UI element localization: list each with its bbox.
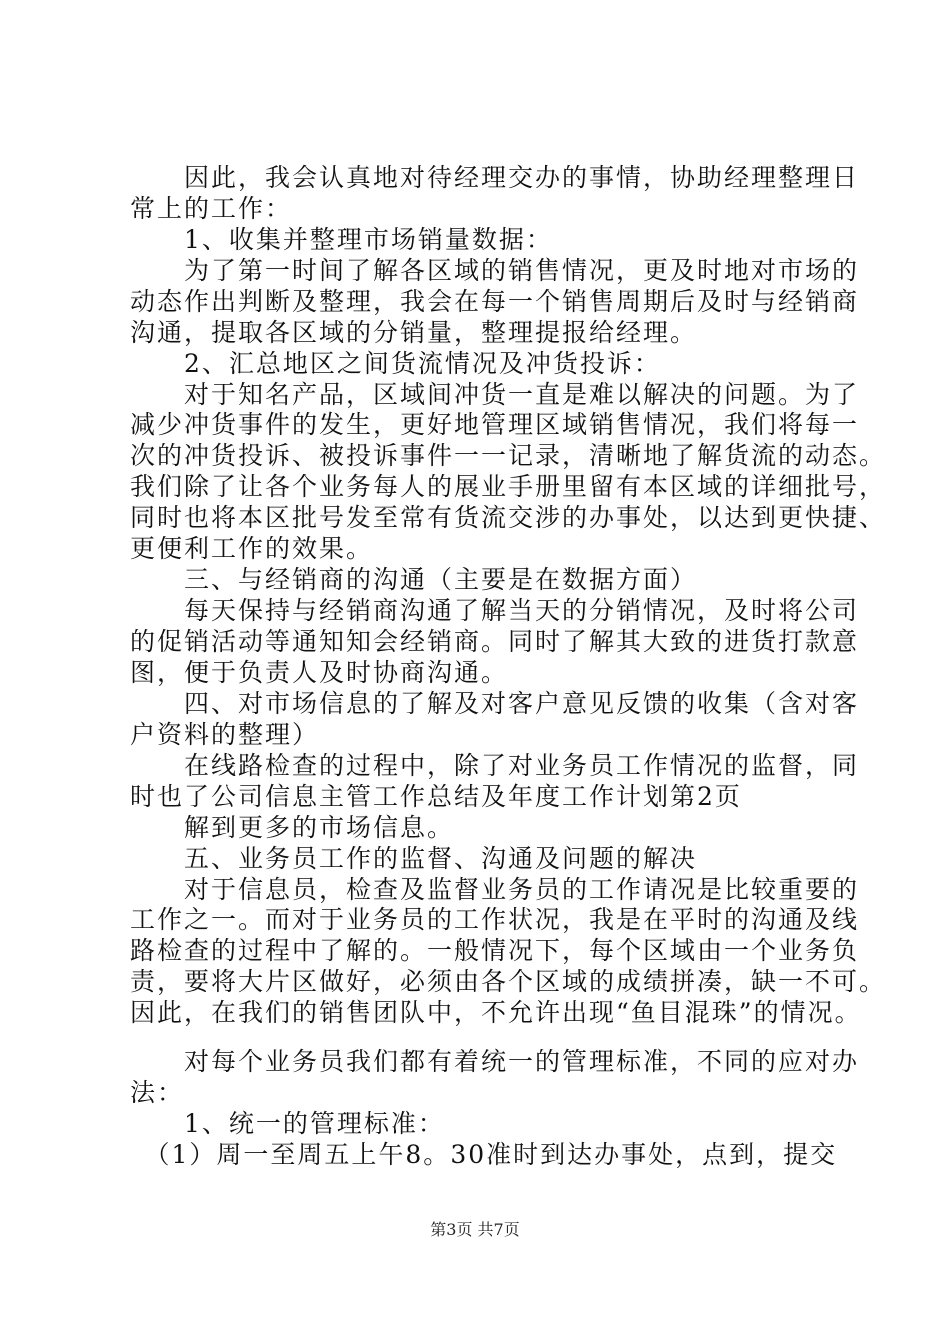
text-line: 对于知名产品，区域间冲货一直是难以解决的问题。为了 [130, 380, 860, 409]
text-line: 图，便于负责人及时协商沟通。 [130, 658, 509, 687]
text-line: 动态作出判断及整理，我会在每一个销售周期后及时与经销商 [130, 287, 860, 316]
text-line: 常上的工作： [130, 194, 293, 223]
text-line: （1）周一至周五上午8。30准时到达办事处，点到，提交 [130, 1140, 838, 1169]
text-line: 路检查的过程中了解的。一般情况下，每个区域由一个业务负 [130, 936, 860, 965]
text-line: 1、收集并整理市场销量数据： [130, 225, 553, 254]
page-footer: 第3页 共7页 [430, 1220, 520, 1239]
text-line: 四、对市场信息的了解及对客户意见反馈的收集（含对客 [130, 689, 860, 718]
text-line: 2、汇总地区之间货流情况及冲货投诉： [130, 349, 661, 378]
text-line: 减少冲货事件的发生，更好地管理区域销售情况，我们将每一 [130, 410, 860, 439]
text-line: 法： [130, 1078, 185, 1107]
text-line: 为了第一时间了解各区域的销售情况，更及时地对市场的 [130, 256, 860, 285]
text-line: 更便利工作的效果。 [130, 534, 374, 563]
text-line: 我们除了让各个业务每人的展业手册里留有本区域的详细批号， [130, 472, 887, 501]
text-line: 时也了公司信息主管工作总结及年度工作计划第2页 [130, 782, 742, 811]
text-line: 次的冲货投诉、被投诉事件一一记录，清晰地了解货流的动态。 [130, 441, 887, 470]
text-line: 因此，在我们的销售团队中，不允许出现“鱼目混珠”的情况。 [130, 998, 862, 1027]
text-line: 因此，我会认真地对待经理交办的事情，协助经理整理日 [130, 163, 860, 192]
text-line: 户资料的整理） [130, 720, 320, 749]
text-line: 每天保持与经销商沟通了解当天的分销情况，及时将公司 [130, 596, 860, 625]
text-line: 责，要将大片区做好，必须由各个区域的成绩拼凑，缺一不可。 [130, 967, 887, 996]
text-line: 对于信息员，检查及监督业务员的工作请况是比较重要的 [130, 875, 860, 904]
text-line: 在线路检查的过程中，除了对业务员工作情况的监督，同 [130, 751, 860, 780]
text-line: 五、业务员工作的监督、沟通及问题的解决 [130, 844, 698, 873]
text-line: 的促销活动等通知知会经销商。同时了解其大致的进货打款意 [130, 627, 860, 656]
text-line: 沟通，提取各区域的分销量，整理提报给经理。 [130, 318, 698, 347]
text-line: 同时也将本区批号发至常有货流交涉的办事处，以达到更快捷、 [130, 503, 887, 532]
text-line: 解到更多的市场信息。 [130, 813, 455, 842]
text-line: 三、与经销商的沟通（主要是在数据方面） [130, 565, 698, 594]
text-line: 1、统一的管理标准： [130, 1109, 445, 1138]
text-line: 工作之一。而对于业务员的工作状况，我是在平时的沟通及线 [130, 905, 860, 934]
text-line: 对每个业务员我们都有着统一的管理标准，不同的应对办 [130, 1047, 860, 1076]
